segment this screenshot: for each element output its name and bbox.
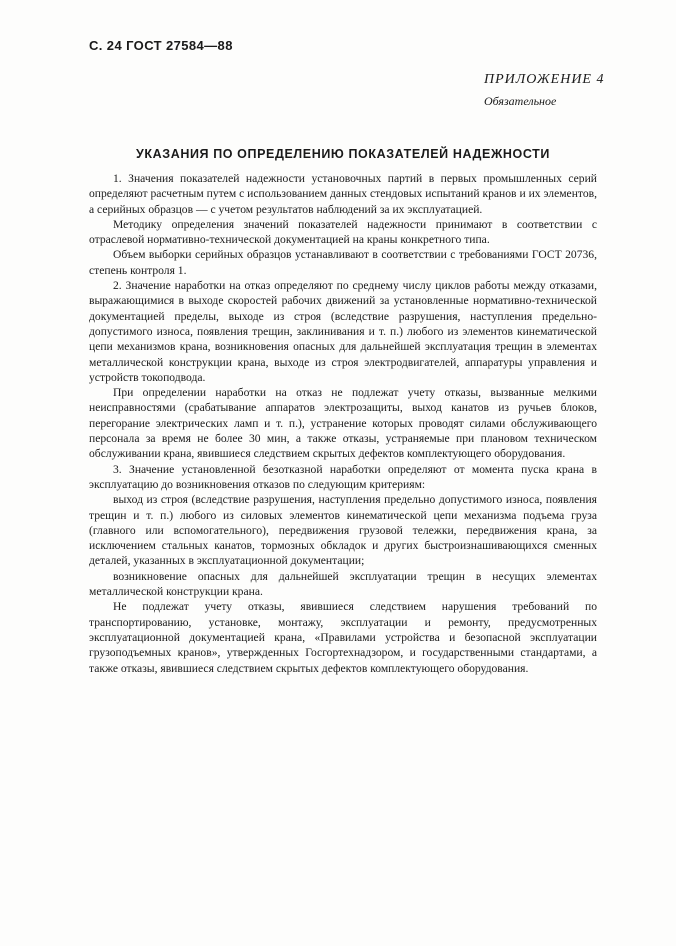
appendix-label: ПРИЛОЖЕНИЕ 4 xyxy=(484,72,605,87)
page-header: С. 24 ГОСТ 27584—88 xyxy=(89,38,233,53)
paragraph: 2. Значение наработки на отказ определяют по среднему числу циклов работы между отказами, выражающимися в выходе скоростей рабочих движений за установленные нормативно-технической документацией пределы, выходе из строя (вследствие разрушения, наступления предельно-допустимого износа, появления трещин, заклинивания и т. п.) любого из элементов кинематической цепи механизмов крана, возникновения опасных для дальнейшей эксплуатация трещин в элементах металлической конструкции крана, выходе из строя электродвигателей, аппаратуры управления и устройств токоподвода. xyxy=(89,279,597,384)
paragraph: Объем выборки серийных образцов устанавливают в соответствии с требованиями ГОСТ 20736, степень контроля 1. xyxy=(89,248,597,277)
paragraph: возникновение опасных для дальнейшей эксплуатации трещин в несущих элементах металлической конструкции крана. xyxy=(89,569,597,599)
body-text xyxy=(89,171,597,676)
paragraph: Методику определения значений показателей надежности принимают в соответствии с отраслевой нормативно-технической документацией на краны конкретного типа. xyxy=(89,217,597,247)
section-title: УКАЗАНИЯ ПО ОПРЕДЕЛЕНИЮ ПОКАЗАТЕЛЕЙ НАДЕЖНОСТИ xyxy=(136,147,550,161)
paragraph: Не подлежат учету отказы, явившиеся следствием нарушения требований по транспортированию, установке, монтажу, эксплуатации и ремонту, предусмотренных эксплуатационной документацией крана, «Правилами устройства и безопасной эксплуатации грузоподъемных кранов», утвержденных Госгортехнадзором, и государственными стандартами, а также отказы, явившиеся следствием скрытых дефектов комплектующего оборудования. xyxy=(89,600,597,675)
appendix-status: Обязательное xyxy=(484,94,557,108)
paragraph: 1. Значения показателей надежности установочных партий в первых промышленных серий определяют расчетным путем с использованием данных стендовых испытаний кранов и их элементов, а серийных образцов — с учетом результатов наблюдений за их эксплуатацией. xyxy=(89,172,597,216)
paragraph: 3. Значение установленной безотказной наработки определяют от момента пуска крана в эксплуатацию до возникновения отказов по следующим критериям: xyxy=(89,462,597,491)
paragraph: При определении наработки на отказ не подлежат учету отказы, вызванные мелкими неисправностями (срабатывание аппаратов электрозащиты, выход канатов из ручьев блоков, перегорание электрических ламп и т. п.), устранение которых проводят силами обслуживающего персонала за время не более 30 мин, а также отказы, устраняемые при плановом техническом обслуживании крана, явившиеся следствием скрытых дефектов комплектующего оборудования. xyxy=(89,386,597,461)
paragraph: выход из строя (вследствие разрушения, наступления предельно допустимого износа, появления трещин и т. п.) любого из силовых элементов кинематической цепи механизма подъема груза (главного или вспомогательного), передвижения грузовой тележки, передвижения крана, за исключением стальных канатов, тормозных обкладок и других быстроизнашивающихся сменных деталей, указанных в эксплуатационной документации; xyxy=(89,493,597,568)
